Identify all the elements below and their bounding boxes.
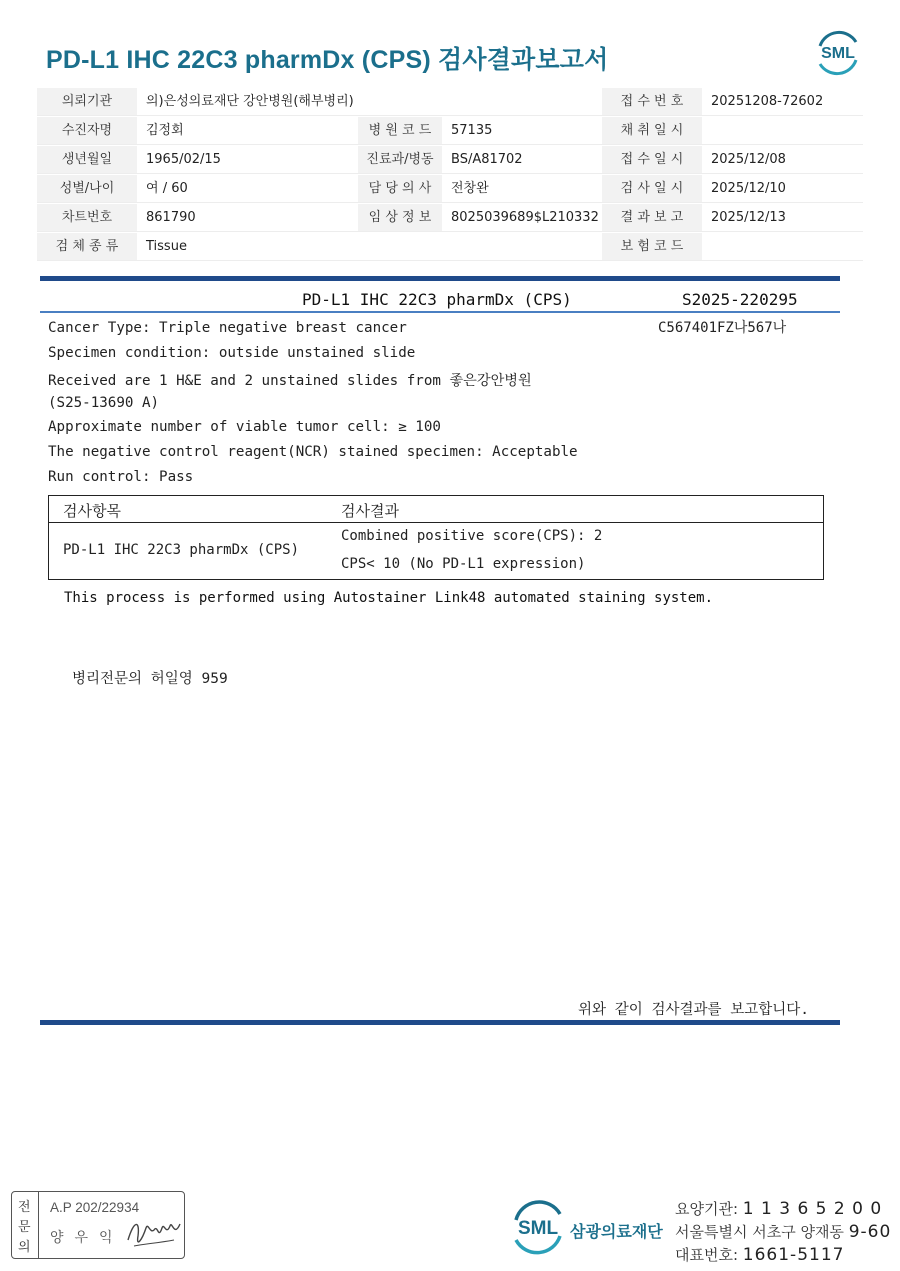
info-value: 57135 xyxy=(451,123,493,138)
info-value: 1965/02/15 xyxy=(146,152,221,167)
info-label: 접 수 번 호 xyxy=(602,88,702,115)
foundation-name: 삼광의료재단 xyxy=(570,1222,663,1241)
info-label: 병 원 코 드 xyxy=(358,117,442,144)
stamp-ap-number: A.P 202/22934 xyxy=(50,1200,140,1215)
sml-footer-logo-text: SML xyxy=(517,1218,559,1239)
info-label: 검 사 일 시 xyxy=(602,175,702,202)
footer-label: 요양기관: xyxy=(675,1200,743,1218)
info-value: Tissue xyxy=(146,239,187,254)
info-label: 임 상 정 보 xyxy=(358,204,442,231)
report-title: PD-L1 IHC 22C3 pharmDx (CPS) 검사결과보고서 xyxy=(46,46,609,74)
process-note: This process is performed using Autostainer Link48 automated staining system. xyxy=(64,590,714,606)
footer-line xyxy=(675,1221,891,1242)
result-table-header xyxy=(49,496,823,523)
info-label: 결 과 보 고 xyxy=(602,204,702,231)
footer-label: 서울특별시 서초구 양재동 xyxy=(675,1223,849,1241)
info-row xyxy=(37,146,863,174)
report-line: Specimen condition: outside unstained slide xyxy=(48,345,416,361)
footer-value: 1 1 3 6 5 2 0 0 xyxy=(742,1199,883,1219)
info-value: 김정회 xyxy=(146,123,184,138)
footer-line xyxy=(675,1198,882,1219)
report-test-name: PD-L1 IHC 22C3 pharmDx (CPS) xyxy=(302,290,572,309)
info-label: 진료과/병동 xyxy=(358,146,442,173)
info-value: 2025/12/10 xyxy=(711,181,786,196)
info-value: 여 / 60 xyxy=(146,181,188,196)
report-line: Approximate number of viable tumor cell: ≥ 100 xyxy=(48,419,441,435)
info-label: 검 체 종 류 xyxy=(37,233,137,260)
info-value: BS/A81702 xyxy=(451,152,523,167)
info-value: 861790 xyxy=(146,210,196,225)
header-test-item: 검사항목 xyxy=(63,502,121,520)
stamp-side-char: 전 xyxy=(18,1200,31,1215)
closing-statement: 위와 같이 검사결과를 보고합니다. xyxy=(578,1002,810,1018)
report-line: Run control: Pass xyxy=(48,469,194,485)
result-line: CPS< 10 (No PD-L1 expression) xyxy=(341,556,586,572)
footer-value: 9-60 xyxy=(848,1222,892,1242)
info-label: 수진자명 xyxy=(37,117,137,144)
pathologist-signature: 병리전문의 허일영 959 xyxy=(72,671,228,687)
stamp-side-char: 문 xyxy=(18,1220,31,1235)
report-line: Received are 1 H&E and 2 unstained slides from 좋은강안병원 xyxy=(48,373,532,389)
top-divider xyxy=(40,276,840,281)
info-label: 의뢰기관 xyxy=(37,88,137,115)
info-label: 담 당 의 사 xyxy=(358,175,442,202)
info-value xyxy=(702,117,871,144)
header-test-result: 검사결과 xyxy=(341,502,399,520)
sml-logo-text: SML xyxy=(821,45,855,62)
footer-label: 대표번호: xyxy=(675,1246,743,1264)
sml-logo xyxy=(812,28,864,76)
stamp-side-char: 의 xyxy=(18,1240,31,1255)
result-line: Combined positive score(CPS): 2 xyxy=(341,528,603,544)
info-value xyxy=(702,233,871,260)
info-value: 2025/12/13 xyxy=(711,210,786,225)
sml-footer-logo xyxy=(508,1196,568,1256)
report-id: S2025-220295 xyxy=(682,290,798,309)
result-table xyxy=(48,495,824,580)
info-row xyxy=(37,204,863,232)
footer-value: 1661-5117 xyxy=(742,1245,845,1265)
test-item: PD-L1 IHC 22C3 pharmDx (CPS) xyxy=(63,542,300,558)
specialist-stamp xyxy=(11,1191,185,1259)
stamp-name: 양우익 xyxy=(50,1230,124,1246)
info-label: 접 수 일 시 xyxy=(602,146,702,173)
info-value: 의)은성의료재단 강안병원(해부병리) xyxy=(146,94,354,109)
footer-line xyxy=(675,1244,844,1265)
report-line: The negative control reagent(NCR) stained specimen: Acceptable xyxy=(48,444,578,460)
handwritten-signature xyxy=(124,1210,184,1254)
report-code: C567401FZ나567나 xyxy=(658,320,787,336)
thin-divider xyxy=(40,311,840,313)
info-label: 차트번호 xyxy=(37,204,137,231)
stamp-side xyxy=(12,1192,39,1258)
report-line: Cancer Type: Triple negative breast cancer xyxy=(48,320,407,336)
info-row xyxy=(37,233,863,261)
info-row xyxy=(37,88,863,116)
info-label: 채 취 일 시 xyxy=(602,117,702,144)
info-value: 2025/12/08 xyxy=(711,152,786,167)
info-value: 전창완 xyxy=(451,181,489,196)
info-row xyxy=(37,117,863,145)
info-label: 성별/나이 xyxy=(37,175,137,202)
info-value: 20251208-72602 xyxy=(711,94,824,109)
report-line: (S25-13690 A) xyxy=(48,395,160,411)
bottom-divider xyxy=(40,1020,840,1025)
patient-info-table xyxy=(37,88,863,261)
info-value: 8025039689$L210332 xyxy=(451,210,599,225)
info-label: 생년월일 xyxy=(37,146,137,173)
info-row xyxy=(37,175,863,203)
info-label: 보 험 코 드 xyxy=(602,233,702,260)
